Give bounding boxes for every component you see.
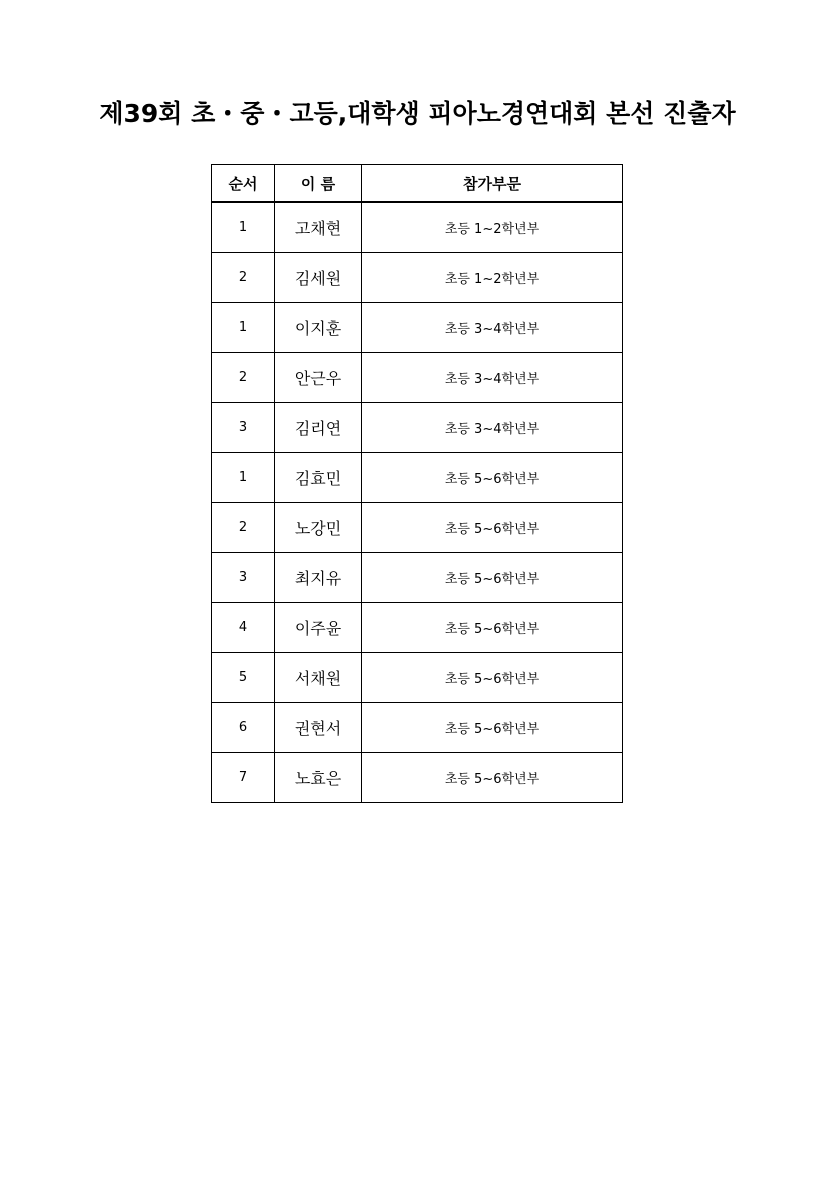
cell-name: 노효은 [275,753,362,803]
cell-division: 초등 5~6학년부 [362,653,623,703]
table-row [212,503,623,553]
table-row [212,753,623,803]
cell-order: 2 [212,253,275,303]
table-row [212,303,623,353]
cell-division: 초등 5~6학년부 [362,753,623,803]
header-division: 참가부문 [362,165,623,203]
cell-order: 4 [212,603,275,653]
cell-division: 초등 3~4학년부 [362,353,623,403]
cell-division: 초등 5~6학년부 [362,503,623,553]
cell-division: 초등 1~2학년부 [362,202,623,253]
table-row [212,202,623,253]
cell-division: 초등 3~4학년부 [362,403,623,453]
cell-order: 6 [212,703,275,753]
table-row [212,553,623,603]
cell-name: 안근우 [275,353,362,403]
cell-name: 권현서 [275,703,362,753]
table-row [212,403,623,453]
cell-name: 최지유 [275,553,362,603]
table-row [212,253,623,303]
table-row [212,703,623,753]
cell-order: 3 [212,403,275,453]
page-title: 제39회 초・중・고등,대학생 피아노경연대회 본선 진출자 [99,99,736,128]
cell-order: 3 [212,553,275,603]
cell-division: 초등 3~4학년부 [362,303,623,353]
cell-name: 김리연 [275,403,362,453]
table-row [212,603,623,653]
cell-name: 김세원 [275,253,362,303]
cell-division: 초등 5~6학년부 [362,703,623,753]
table-row [212,453,623,503]
cell-division: 초등 5~6학년부 [362,603,623,653]
cell-name: 서채원 [275,653,362,703]
cell-order: 1 [212,202,275,253]
cell-order: 2 [212,503,275,553]
cell-order: 2 [212,353,275,403]
cell-division: 초등 5~6학년부 [362,453,623,503]
cell-name: 김효민 [275,453,362,503]
cell-name: 이주윤 [275,603,362,653]
cell-name: 노강민 [275,503,362,553]
cell-division: 초등 1~2학년부 [362,253,623,303]
cell-order: 1 [212,303,275,353]
table-row [212,353,623,403]
table-row [212,653,623,703]
header-order: 순서 [212,165,275,203]
cell-order: 5 [212,653,275,703]
cell-name: 고채현 [275,202,362,253]
cell-division: 초등 5~6학년부 [362,553,623,603]
table-header-row [212,165,623,203]
cell-order: 7 [212,753,275,803]
cell-name: 이지훈 [275,303,362,353]
cell-order: 1 [212,453,275,503]
header-name: 이 름 [275,165,362,203]
finalists-table [211,164,623,803]
